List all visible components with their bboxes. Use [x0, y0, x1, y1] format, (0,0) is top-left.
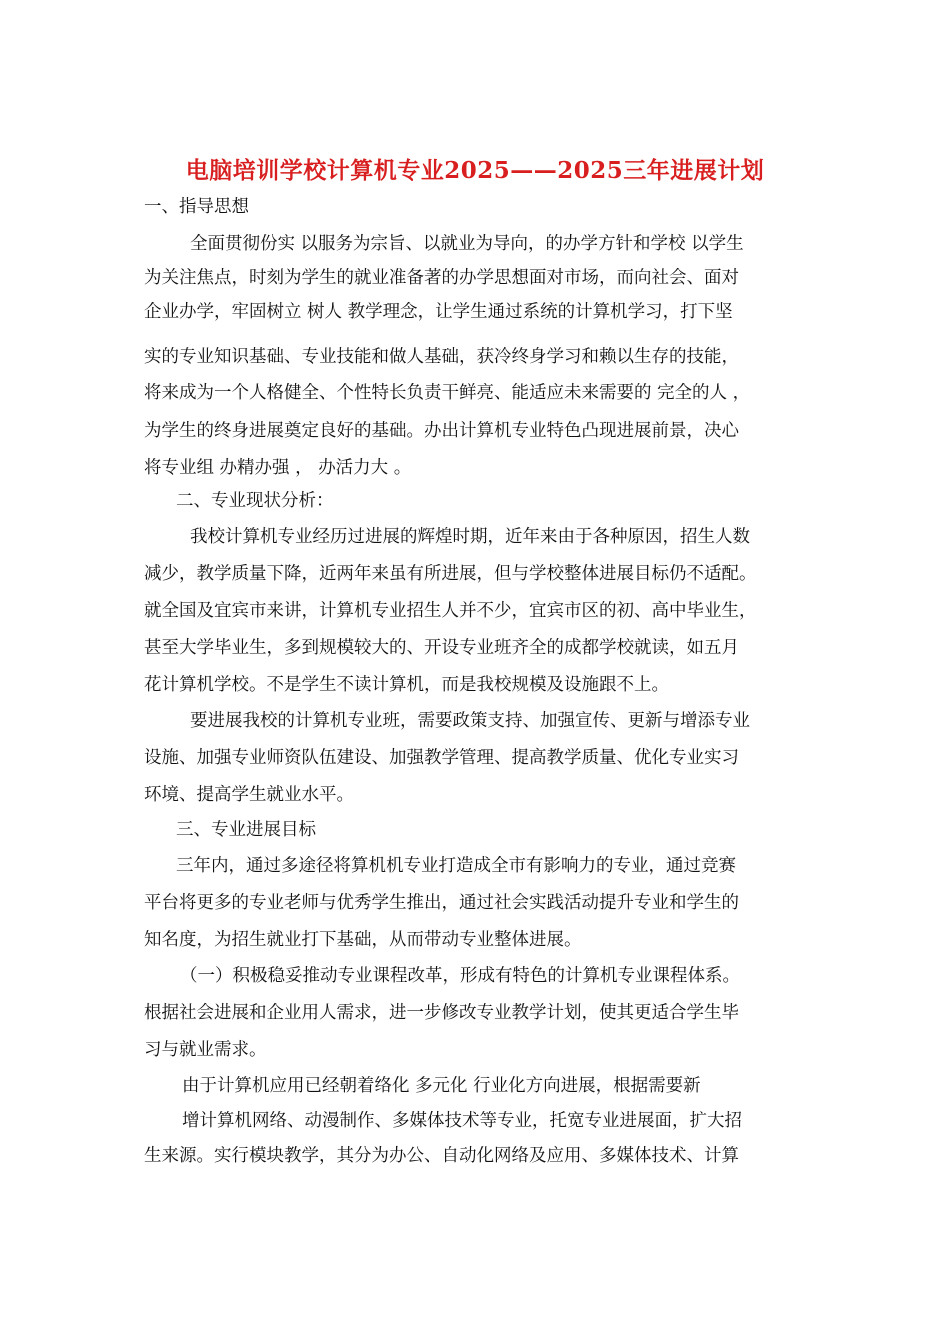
section-heading-guiding-ideology: 一、指导思想 [144, 197, 249, 217]
paragraph-line: 实的专业知识基础、专业技能和做人基础，获冷终身学习和赖以生存的技能， [144, 347, 739, 367]
paragraph-line: 将来成为一个人格健全、个性特长负责干鲜亮、能适应未来需要的 完全的人 ， [144, 383, 751, 403]
paragraph-line: 根据社会进展和企业用人需求，进一步修改专业教学计划，使其更适合学生毕 [144, 1003, 739, 1023]
document-title: 电脑培训学校计算机专业2025——2025三年进展计划 [185, 157, 765, 184]
paragraph-line: 减少，教学质量下降，近两年来虽有所进展，但与学校整体进展目标仍不适配。 [144, 564, 757, 584]
paragraph-line: 生来源。实行模块教学，其分为办公、自动化网络及应用、多媒体技术、计算 [144, 1146, 739, 1166]
paragraph-line: 就全国及宜宾市来讲，计算机专业招生人并不少，宜宾市区的初、高中毕业生， [144, 601, 757, 621]
paragraph-line: 三年内，通过多途径将算机机专业打造成全市有影响力的专业，通过竞赛 [176, 856, 736, 876]
paragraph-line: 甚至大学毕业生，多到规模较大的、开设专业班齐全的成都学校就读，如五月 [144, 638, 739, 658]
paragraph-line: 平台将更多的专业老师与优秀学生推出，通过社会实践活动提升专业和学生的 [144, 893, 739, 913]
paragraph-line: 为关注焦点，时刻为学生的就业准备著的办学思想面对市场，而向社会、面对 [144, 268, 739, 288]
paragraph-line: 要进展我校的计算机专业班，需要政策支持、加强宣传、更新与增添专业 [190, 711, 750, 731]
paragraph-line: 习与就业需求。 [144, 1040, 267, 1060]
paragraph-line: 为学生的终身进展奠定良好的基础。办出计算机专业特色凸现进展前景，决心 [144, 421, 739, 441]
paragraph-line: 企业办学，牢固树立 树人 教学理念，让学生通过系统的计算机学习，打下坚 [144, 302, 733, 322]
paragraph-line: 花计算机学校。不是学生不读计算机，而是我校规模及设施跟不上。 [144, 675, 669, 695]
paragraph-line: 知名度，为招生就业打下基础，从而带动专业整体进展。 [144, 930, 582, 950]
paragraph-line: 全面贯彻份实 以服务为宗旨、以就业为导向，的办学方针和学校 以学生 [190, 234, 744, 254]
paragraph-line: 将专业组 办精办强 ， 办活力大 。 [144, 458, 412, 478]
section-heading-status-analysis: 二、专业现状分析： [176, 491, 334, 511]
paragraph-line: 环境、提高学生就业水平。 [144, 785, 354, 805]
paragraph-line: 设施、加强专业师资队伍建设、加强教学管理、提高教学质量、优化专业实习 [144, 748, 739, 768]
paragraph-line: 由于计算机应用已经朝着络化 多元化 行业化方向进展，根据需要新 [182, 1076, 701, 1096]
section-heading-development-goals: 三、专业进展目标 [176, 820, 316, 840]
paragraph-line: 增计算机网络、动漫制作、多媒体技术等专业，托宽专业进展面，扩大招 [182, 1111, 742, 1131]
paragraph-line: （一）积极稳妥推动专业课程改革，形成有特色的计算机专业课程体系。 [180, 966, 740, 986]
paragraph-line: 我校计算机专业经历过进展的辉煌时期，近年来由于各种原因，招生人数 [190, 527, 750, 547]
